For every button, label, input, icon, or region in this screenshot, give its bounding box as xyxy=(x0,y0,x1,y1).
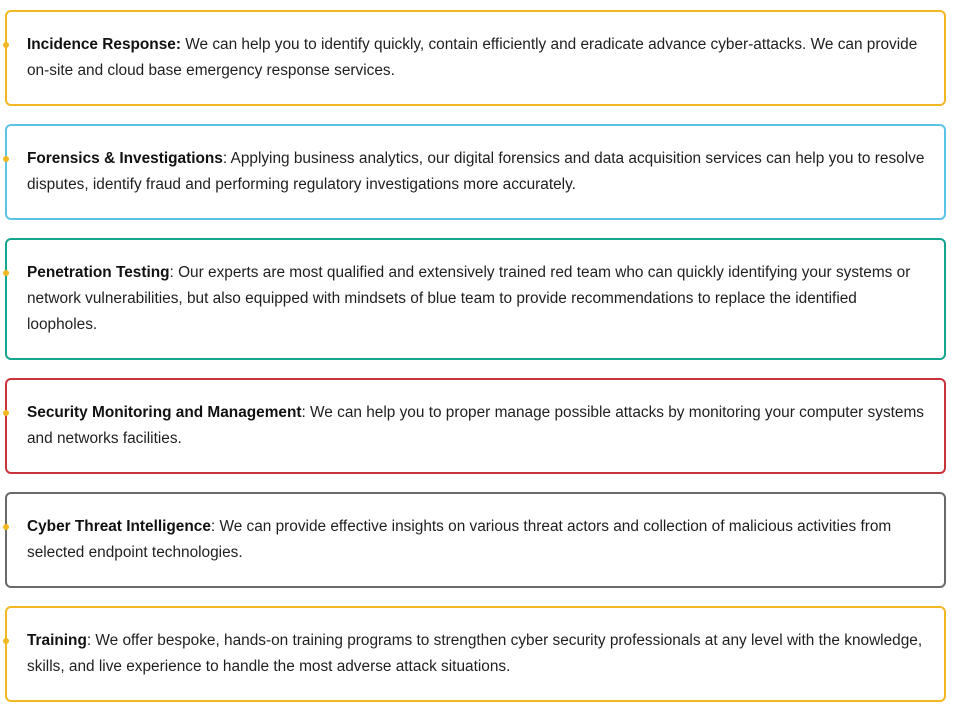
service-title: Training xyxy=(27,632,87,649)
bullet-dot-icon xyxy=(3,524,9,530)
service-title: Forensics & Investigations xyxy=(27,150,223,167)
service-description: : We can provide effective insights on various threat actors and collection of malicious activities from selected endpoint technologies. xyxy=(27,518,892,561)
service-description: : Our experts are most qualified and extensively trained red team who can quickly identifying your systems or network vulnerabilities, but also equipped with mindsets of blue team to provide recommendations to replace the identified loopholes. xyxy=(27,264,911,333)
service-text xyxy=(27,514,927,566)
service-card-security-monitoring xyxy=(5,378,946,474)
service-description: : We offer bespoke, hands-on training programs to strengthen cyber security professionals at any level with the knowledge, skills, and live experience to handle the most adverse attack situations. xyxy=(27,632,923,675)
service-title: Cyber Threat Intelligence xyxy=(27,518,211,535)
bullet-dot-icon xyxy=(3,42,9,48)
service-card-forensics-investigations xyxy=(5,124,946,220)
bullet-dot-icon xyxy=(3,156,9,162)
service-card-incidence-response xyxy=(5,10,946,106)
service-card-training xyxy=(5,606,946,702)
service-text xyxy=(27,146,927,198)
service-description: : Applying business analytics, our digital forensics and data acquisition services can help you to resolve disputes, identify fraud and performing regulatory investigations more accurately. xyxy=(27,150,925,193)
service-title: Security Monitoring and Management xyxy=(27,404,302,421)
service-card-penetration-testing xyxy=(5,238,946,360)
bullet-dot-icon xyxy=(3,638,9,644)
service-text xyxy=(27,260,927,338)
service-description: : We can help you to proper manage possible attacks by monitoring your computer systems and networks facilities. xyxy=(27,404,924,447)
bullet-dot-icon xyxy=(3,410,9,416)
service-description: We can help you to identify quickly, contain efficiently and eradicate advance cyber-attacks. We can provide on-site and cloud base emergency response services. xyxy=(27,36,918,79)
service-title: Penetration Testing xyxy=(27,264,170,281)
service-card-cyber-threat-intelligence xyxy=(5,492,946,588)
service-text xyxy=(27,628,927,680)
bullet-dot-icon xyxy=(3,270,9,276)
service-text xyxy=(27,32,927,84)
service-text xyxy=(27,400,927,452)
service-title: Incidence Response: xyxy=(27,36,181,53)
